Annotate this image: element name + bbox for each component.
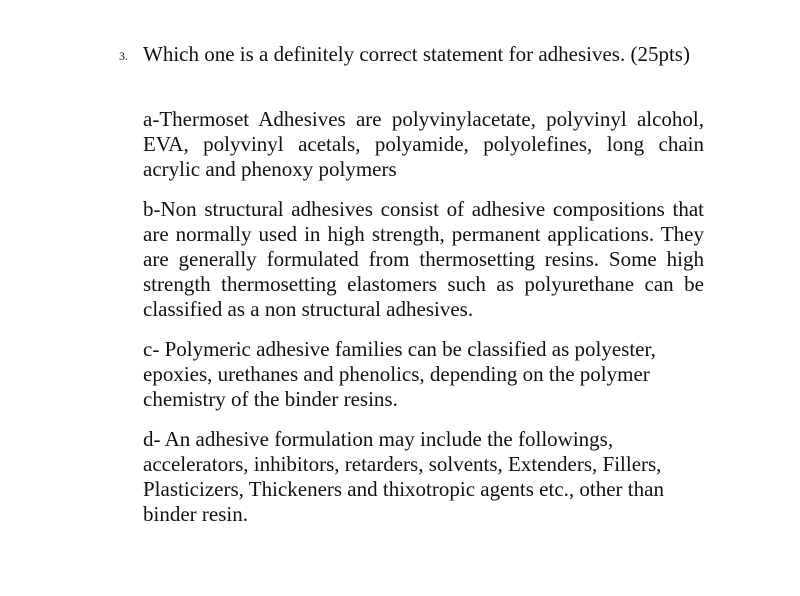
option-c: c- Polymeric adhesive families can be classified as polyester, epoxies, urethanes and phenolics, depending on the polymer chemistry of the binder resins. [143,337,656,411]
answer-options [143,107,704,542]
question-block [119,42,704,67]
option-a: a-Thermoset Adhesives are polyvinylacetate, polyvinyl alcohol, EVA, polyvinyl acetals, polyamide, polyolefines, long chain acrylic and phenoxy polymers [143,107,704,181]
option-b: b-Non structural adhesives consist of adhesive compositions that are normally used in high strength, permanent applications. They are generally formulated from thermosetting resins. Some high strength thermosetting elastomers such as polyurethane can be classified as a non structural adhesives. [143,197,704,321]
option-d: d- An adhesive formulation may include the followings, accelerators, inhibitors, retarders, solvents, Extenders, Fillers, Plasticizers, Thickeners and thixotropic agents etc., other than binder resin. [143,427,664,526]
question-number: 3. [119,49,128,63]
question-text: Which one is a definitely correct statement for adhesives. (25pts) [143,42,690,66]
